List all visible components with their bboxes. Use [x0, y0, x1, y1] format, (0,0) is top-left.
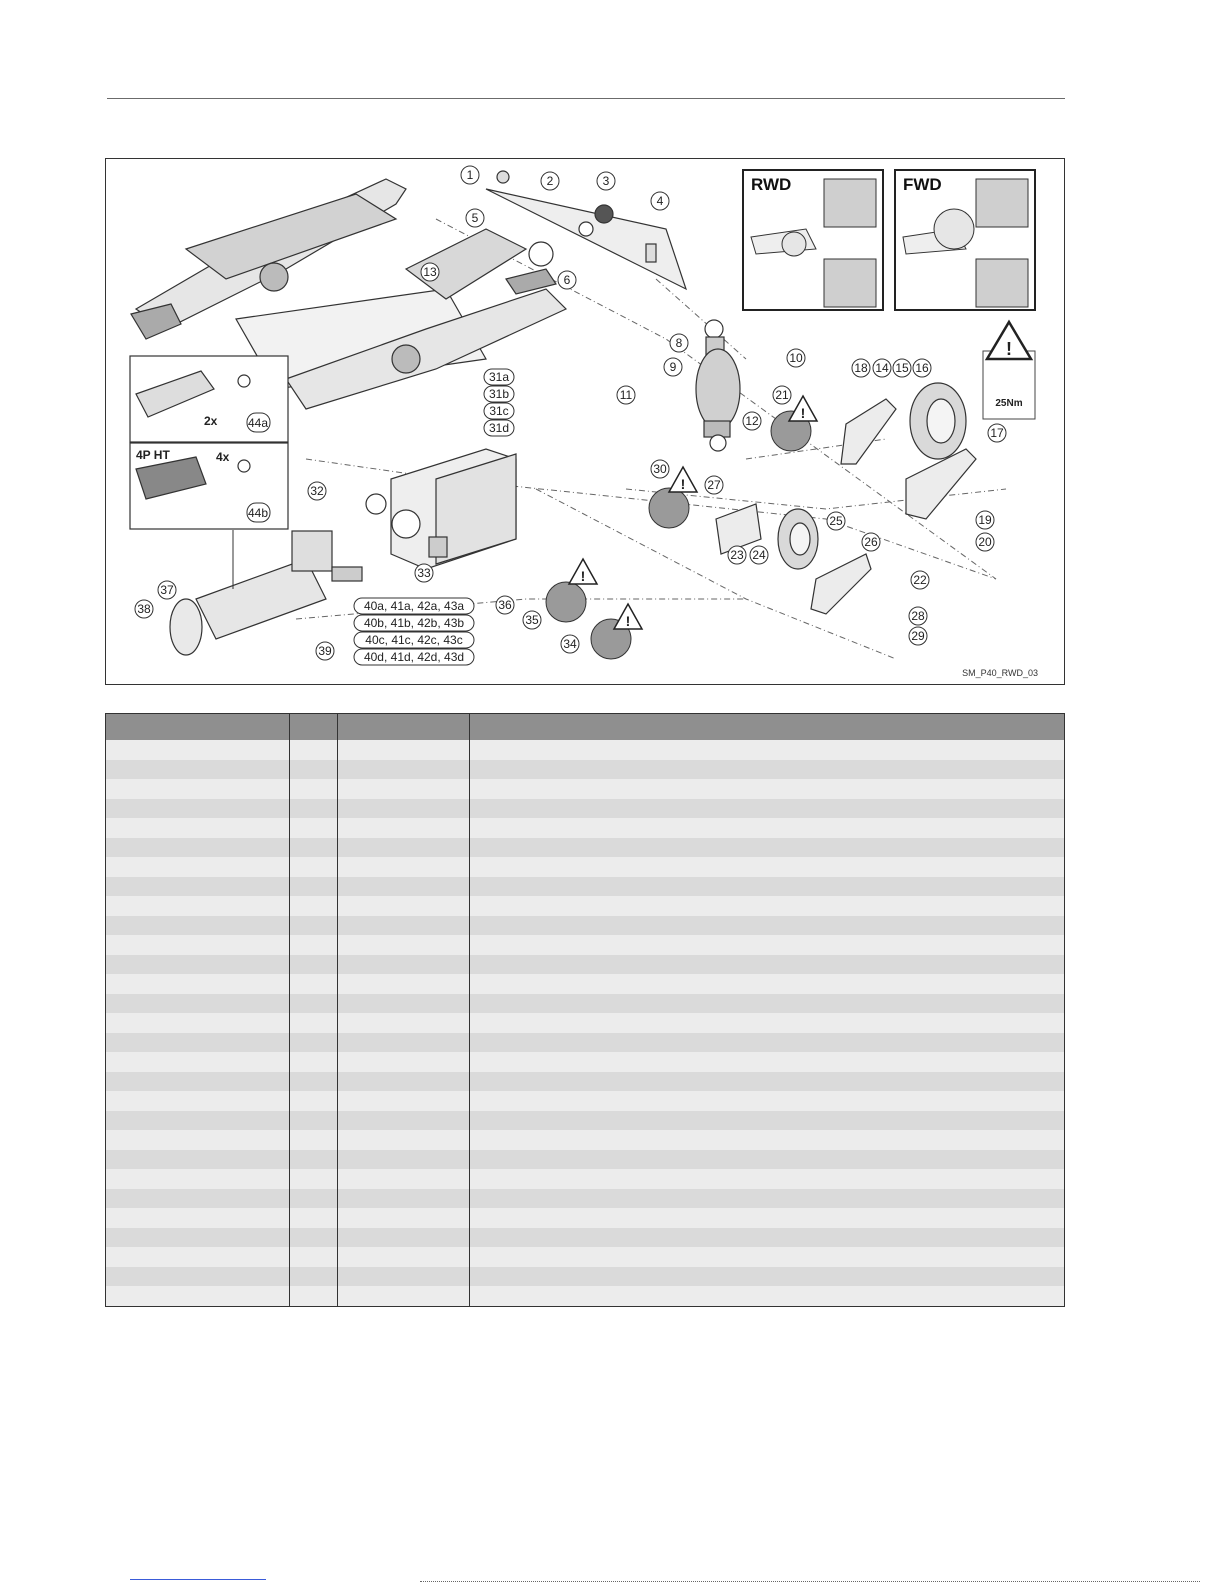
table-row: [106, 760, 1065, 780]
callout-label: 27: [707, 478, 721, 492]
table-cell: [106, 916, 290, 936]
table-cell: [338, 1228, 470, 1248]
rwd-label: RWD: [751, 175, 792, 194]
callout-label: 10: [789, 351, 803, 365]
callout-label: 16: [915, 361, 929, 375]
table-row: [106, 877, 1065, 897]
table-cell: [290, 1208, 338, 1228]
figure-reference-code: SM_P40_RWD_03: [962, 668, 1038, 678]
table-cell: [470, 1286, 1065, 1306]
table-cell: [290, 1091, 338, 1111]
table-cell: [338, 818, 470, 838]
table-cell: [290, 818, 338, 838]
callout-label: 26: [864, 535, 878, 549]
table-cell: [338, 740, 470, 760]
table-cell: [290, 916, 338, 936]
table-cell: [290, 974, 338, 994]
table-row: [106, 1208, 1065, 1228]
parts-table-header: [106, 714, 1065, 741]
table-cell: [470, 1150, 1065, 1170]
table-cell: [290, 779, 338, 799]
callout-label: 22: [913, 573, 927, 587]
footer-link-rule: [130, 1579, 266, 1580]
fwd-label: FWD: [903, 175, 942, 194]
table-cell: [338, 994, 470, 1014]
table-cell: [290, 896, 338, 916]
table-cell: [338, 838, 470, 858]
callout-label: 1: [466, 168, 474, 182]
table-cell: [106, 1189, 290, 1209]
table-cell: [338, 1130, 470, 1150]
table-cell: [470, 916, 1065, 936]
table-cell: [106, 935, 290, 955]
table-cell: [290, 1052, 338, 1072]
table-cell: [290, 1169, 338, 1189]
label-31: 31d: [488, 421, 510, 435]
callout-label: 20: [978, 535, 992, 549]
table-cell: [470, 1091, 1065, 1111]
table-cell: [106, 1169, 290, 1189]
table-row: [106, 1033, 1065, 1053]
callout-label: 35: [525, 613, 539, 627]
inset-2x-label: 2x: [204, 414, 218, 428]
table-cell: [106, 1247, 290, 1267]
table-cell: [470, 1247, 1065, 1267]
table-cell: [290, 857, 338, 877]
table-cell: [470, 1052, 1065, 1072]
table-cell: [290, 877, 338, 897]
table-cell: [106, 799, 290, 819]
callout-label: 38: [137, 602, 151, 616]
parts-table: [105, 713, 1065, 1307]
table-cell: [290, 1247, 338, 1267]
table-cell: [290, 935, 338, 955]
callout-label: 23: [730, 548, 744, 562]
table-cell: [470, 896, 1065, 916]
callout-label: 34: [563, 637, 577, 651]
table-row: [106, 779, 1065, 799]
callout-label: 12: [745, 414, 759, 428]
table-cell: [470, 857, 1065, 877]
callout-label: 17: [990, 426, 1004, 440]
motor-variant-label: 40d, 41d, 42d, 43d: [363, 650, 465, 664]
svg-text:!: !: [625, 613, 631, 629]
table-row: [106, 818, 1065, 838]
torque-disks: [546, 411, 811, 659]
table-cell: [470, 1169, 1065, 1189]
callout-label: 30: [653, 462, 667, 476]
table-row: [106, 857, 1065, 877]
callout-label: 6: [563, 273, 571, 287]
drive-motor: [170, 531, 362, 655]
shock-absorber: [696, 320, 740, 451]
table-cell: [106, 1052, 290, 1072]
motor-variant-label: 40b, 41b, 42b, 43b: [363, 616, 465, 630]
table-cell: [106, 740, 290, 760]
callout-label: 28: [911, 609, 925, 623]
callout-label: 18: [854, 361, 868, 375]
parts-table-body: [106, 740, 1065, 1306]
callout-label: 44a: [247, 416, 269, 430]
table-cell: [290, 838, 338, 858]
table-cell: [470, 799, 1065, 819]
table-row: [106, 916, 1065, 936]
svg-text:!: !: [800, 405, 806, 421]
table-cell: [106, 1091, 290, 1111]
table-cell: [338, 857, 470, 877]
header-cell: [470, 714, 1065, 741]
table-row: [106, 935, 1065, 955]
table-row: [106, 896, 1065, 916]
table-cell: [470, 877, 1065, 897]
table-cell: [470, 974, 1065, 994]
table-cell: [290, 760, 338, 780]
table-cell: [106, 955, 290, 975]
table-cell: [290, 1111, 338, 1131]
callout-label: 25: [829, 514, 843, 528]
table-cell: [106, 1111, 290, 1131]
table-cell: [338, 1208, 470, 1228]
table-cell: [338, 955, 470, 975]
table-cell: [290, 1228, 338, 1248]
table-cell: [106, 1130, 290, 1150]
callout-label: 13: [423, 265, 437, 279]
table-cell: [106, 1150, 290, 1170]
table-cell: [290, 1150, 338, 1170]
table-cell: [338, 1013, 470, 1033]
header-rule: [107, 98, 1065, 99]
torque-value: 25Nm: [995, 398, 1023, 409]
header-cell: [338, 714, 470, 741]
table-row: [106, 1189, 1065, 1209]
table-cell: [106, 1228, 290, 1248]
callout-label: 14: [875, 361, 889, 375]
table-cell: [290, 1033, 338, 1053]
table-cell: [470, 818, 1065, 838]
table-cell: [338, 974, 470, 994]
table-cell: [290, 1286, 338, 1306]
callout-label: 5: [471, 211, 479, 225]
table-cell: [470, 1208, 1065, 1228]
table-cell: [106, 1286, 290, 1306]
callout-label: 19: [978, 513, 992, 527]
table-row: [106, 1013, 1065, 1033]
table-cell: [290, 740, 338, 760]
table-cell: [470, 1267, 1065, 1287]
diagram-drawing: [106, 159, 1066, 686]
table-cell: [470, 1130, 1065, 1150]
table-row: [106, 1111, 1065, 1131]
table-cell: [106, 1013, 290, 1033]
motor-variant-label: 40a, 41a, 42a, 43a: [363, 599, 465, 613]
table-cell: [470, 935, 1065, 955]
table-cell: [106, 1267, 290, 1287]
callout-label: 32: [310, 484, 324, 498]
table-cell: [338, 896, 470, 916]
table-cell: [106, 857, 290, 877]
table-cell: [290, 1013, 338, 1033]
table-row: [106, 994, 1065, 1014]
callout-label: 36: [498, 598, 512, 612]
table-row: [106, 1091, 1065, 1111]
callout-label: 4: [656, 194, 664, 208]
table-cell: [106, 896, 290, 916]
table-cell: [470, 838, 1065, 858]
motor-mount-bracket: [366, 449, 516, 569]
table-row: [106, 974, 1065, 994]
table-row: [106, 955, 1065, 975]
table-cell: [338, 935, 470, 955]
table-row: [106, 799, 1065, 819]
table-cell: [338, 1247, 470, 1267]
table-row: [106, 1130, 1065, 1150]
table-cell: [470, 994, 1065, 1014]
table-row: [106, 1072, 1065, 1092]
table-cell: [338, 1267, 470, 1287]
plate-assembly: [486, 171, 686, 289]
table-cell: [106, 994, 290, 1014]
warning-marks: [581, 405, 806, 629]
table-cell: [106, 760, 290, 780]
table-cell: [338, 1033, 470, 1053]
footer-dotted-rule: [420, 1581, 1200, 1582]
label-31: 31c: [489, 404, 509, 418]
table-cell: [338, 877, 470, 897]
header-cell: [106, 714, 290, 741]
label-31: 31b: [488, 387, 510, 401]
callout-label: 29: [911, 629, 925, 643]
table-cell: [106, 1208, 290, 1228]
table-cell: [106, 1072, 290, 1092]
table-cell: [290, 1189, 338, 1209]
callout-label: 39: [318, 644, 332, 658]
table-cell: [338, 779, 470, 799]
svg-text:!: !: [680, 476, 686, 492]
table-cell: [338, 916, 470, 936]
table-row: [106, 1052, 1065, 1072]
table-cell: [470, 1033, 1065, 1053]
table-cell: [106, 838, 290, 858]
table-cell: [470, 760, 1065, 780]
table-row: [106, 1228, 1065, 1248]
table-cell: [338, 1286, 470, 1306]
inset-4x-label: 4x: [216, 450, 230, 464]
table-cell: [106, 1033, 290, 1053]
table-cell: [338, 1169, 470, 1189]
table-cell: [106, 818, 290, 838]
table-cell: [290, 1130, 338, 1150]
table-cell: [470, 1189, 1065, 1209]
table-cell: [106, 974, 290, 994]
table-cell: [470, 1228, 1065, 1248]
table-row: [106, 838, 1065, 858]
table-row: [106, 1286, 1065, 1306]
callout-label: 44b: [247, 506, 269, 520]
table-cell: [106, 877, 290, 897]
callout-label: 37: [160, 583, 174, 597]
label-31: 31a: [488, 370, 510, 384]
callout-label: 8: [675, 336, 683, 350]
table-cell: [338, 1111, 470, 1131]
svg-text:!: !: [580, 568, 586, 584]
table-cell: [106, 779, 290, 799]
table-cell: [290, 955, 338, 975]
table-row: [106, 1169, 1065, 1189]
callout-label: 11: [619, 388, 633, 402]
table-row: [106, 740, 1065, 760]
table-cell: [338, 1150, 470, 1170]
motor-variant-label: 40c, 41c, 42c, 43c: [365, 633, 463, 647]
table-cell: [470, 955, 1065, 975]
torque-warning-mark: !: [1006, 339, 1012, 359]
exploded-diagram: [105, 158, 1065, 685]
table-row: [106, 1150, 1065, 1170]
table-cell: [338, 1072, 470, 1092]
table-cell: [290, 799, 338, 819]
table-row: [106, 1267, 1065, 1287]
table-cell: [290, 994, 338, 1014]
callout-label: 2: [546, 174, 554, 188]
table-cell: [470, 1013, 1065, 1033]
table-cell: [470, 740, 1065, 760]
callout-label: 9: [669, 360, 677, 374]
inset-4pht-label: 4P HT: [136, 448, 170, 462]
table-cell: [338, 1091, 470, 1111]
table-cell: [470, 779, 1065, 799]
callout-label: 24: [752, 548, 766, 562]
table-cell: [338, 1189, 470, 1209]
callout-label: 21: [775, 388, 789, 402]
table-cell: [290, 1267, 338, 1287]
header-cell: [290, 714, 338, 741]
table-cell: [290, 1072, 338, 1092]
callout-label: 3: [602, 174, 610, 188]
callout-label: 15: [895, 361, 909, 375]
table-cell: [470, 1111, 1065, 1131]
table-cell: [338, 760, 470, 780]
table-cell: [338, 1052, 470, 1072]
callout-label: 33: [417, 566, 431, 580]
table-cell: [338, 799, 470, 819]
table-cell: [470, 1072, 1065, 1092]
table-row: [106, 1247, 1065, 1267]
